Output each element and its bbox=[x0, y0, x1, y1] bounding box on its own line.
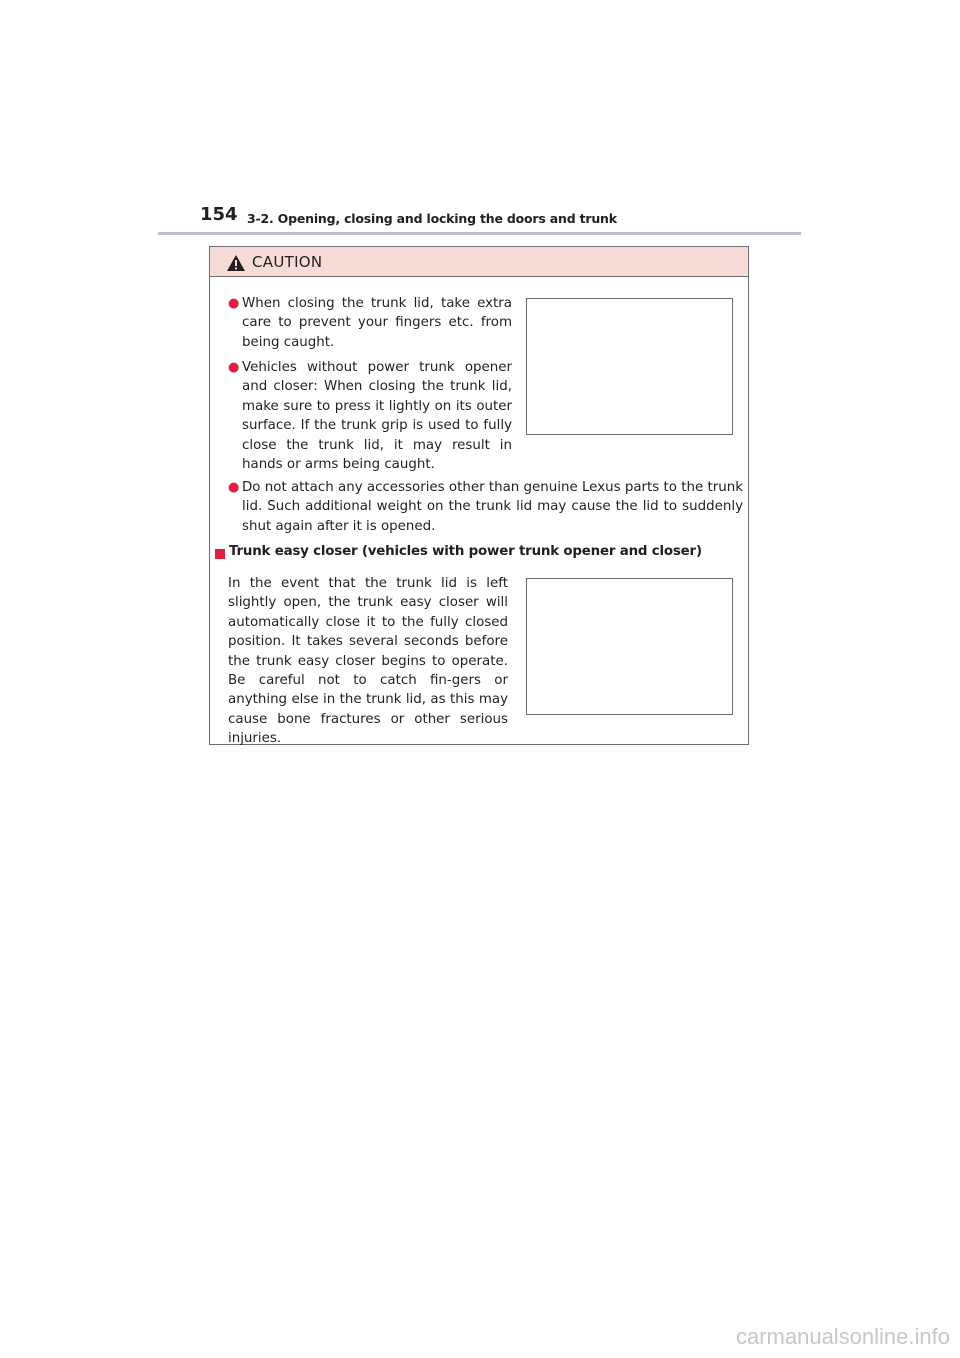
subsection-heading: Trunk easy closer (vehicles with power trunk opener and closer) bbox=[229, 544, 702, 559]
illustration-trunk-closing bbox=[526, 298, 733, 435]
caution-header bbox=[210, 247, 748, 277]
page-number: 154 bbox=[200, 204, 238, 225]
caution-item-2: Vehicles without power trunk opener and closer: When closing the trunk lid, make sure to press it lightly on its outer surface. If the trunk grip is used to fully close the trunk lid, it may result in hands or arms being caught. bbox=[242, 360, 512, 473]
section-title: 3-2. Opening, closing and locking the doors and trunk bbox=[247, 211, 617, 226]
warning-triangle-icon bbox=[226, 254, 246, 272]
bullet-icon: ● bbox=[228, 360, 240, 375]
bullet-icon: ● bbox=[228, 296, 240, 311]
caution-label: CAUTION bbox=[252, 253, 323, 271]
watermark: carmanualsonline.info bbox=[735, 1324, 950, 1349]
bullet-icon: ● bbox=[228, 480, 240, 495]
header-rule bbox=[158, 232, 801, 235]
caution-item-1: When closing the trunk lid, take extra care to prevent your fingers etc. from being caught. bbox=[242, 296, 512, 350]
illustration-trunk-easy-closer bbox=[526, 578, 733, 715]
caution-item-3: Do not attach any accessories other than genuine Lexus parts to the trunk lid. Such additional weight on the trunk lid may cause the lid to suddenly shut again after it is opened. bbox=[242, 480, 743, 534]
heading-square-icon bbox=[215, 549, 225, 559]
subsection-body: In the event that the trunk lid is left slightly open, the trunk easy closer will automatically close it to the fully closed position. It takes several seconds before the trunk easy closer begins to operate. Be careful not to catch fin-gers or anything else in the trunk lid, as this may cause bone fractures or other serious injuries. bbox=[228, 576, 508, 747]
caution-box bbox=[209, 246, 749, 745]
